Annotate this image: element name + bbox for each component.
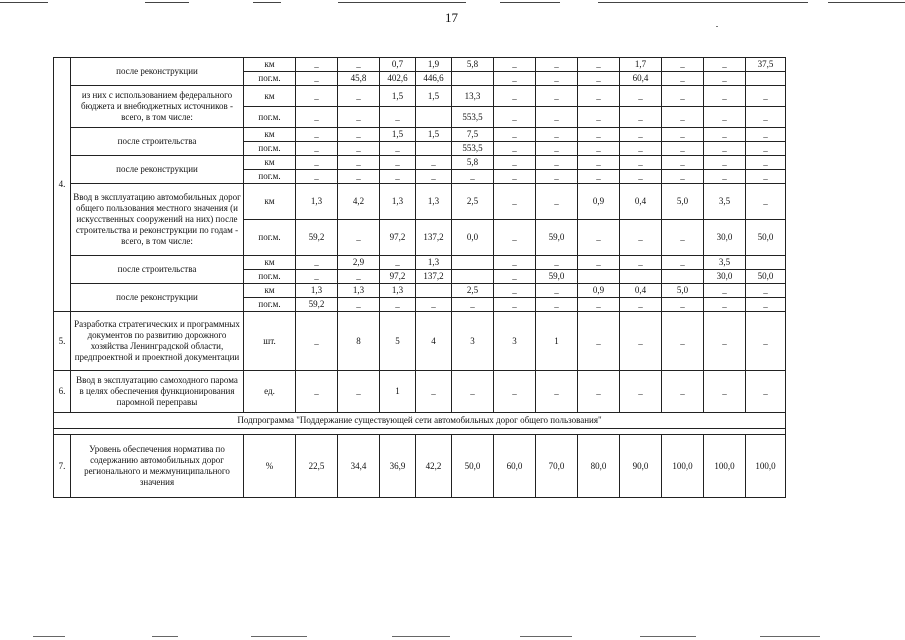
value-cell: 2,9 — [338, 256, 380, 270]
value-cell: _ — [578, 298, 620, 312]
value-cell: 7,5 — [452, 128, 494, 142]
value-cell: _ — [338, 371, 380, 413]
value-cell: _ — [416, 170, 452, 184]
value-cell: 0,9 — [578, 284, 620, 298]
value-cell: _ — [620, 142, 662, 156]
value-cell — [662, 270, 704, 284]
value-cell: 1,5 — [416, 128, 452, 142]
value-cell: _ — [620, 156, 662, 170]
unit-cell: пог.м. — [244, 72, 296, 86]
value-cell: _ — [296, 170, 338, 184]
value-cell: 446,6 — [416, 72, 452, 86]
value-cell: _ — [338, 220, 380, 256]
value-cell — [416, 107, 452, 128]
value-cell: 80,0 — [578, 435, 620, 498]
value-cell: 37,5 — [746, 58, 786, 72]
value-cell: _ — [452, 298, 494, 312]
value-cell: 5 — [380, 312, 416, 371]
value-cell: _ — [416, 156, 452, 170]
value-cell: _ — [536, 58, 578, 72]
table-row — [54, 184, 786, 220]
value-cell: 0,4 — [620, 184, 662, 220]
unit-cell: пог.м. — [244, 270, 296, 284]
value-cell: 3,5 — [704, 184, 746, 220]
value-cell: _ — [578, 72, 620, 86]
value-cell: 553,5 — [452, 142, 494, 156]
page-number: 17 — [445, 10, 458, 25]
value-cell: 2,5 — [452, 284, 494, 298]
value-cell: 70,0 — [536, 435, 578, 498]
indicators-table — [53, 57, 786, 498]
value-cell: 1,3 — [380, 284, 416, 298]
value-cell: 1 — [380, 371, 416, 413]
value-cell: _ — [662, 371, 704, 413]
value-cell: _ — [338, 58, 380, 72]
value-cell: 1,3 — [296, 184, 338, 220]
value-cell: _ — [494, 284, 536, 298]
value-cell: 30,0 — [704, 270, 746, 284]
table-row — [54, 371, 786, 413]
value-cell: _ — [578, 86, 620, 107]
value-cell: _ — [578, 107, 620, 128]
value-cell: 1,3 — [296, 284, 338, 298]
value-cell — [746, 256, 786, 270]
value-cell: 5,8 — [452, 58, 494, 72]
unit-cell: км — [244, 156, 296, 170]
value-cell: 36,9 — [380, 435, 416, 498]
value-cell: _ — [536, 298, 578, 312]
value-cell: _ — [338, 270, 380, 284]
value-cell — [452, 270, 494, 284]
value-cell: _ — [662, 220, 704, 256]
value-cell — [416, 284, 452, 298]
row-label: после строительства — [71, 256, 244, 284]
value-cell: _ — [662, 86, 704, 107]
value-cell: 1,5 — [380, 86, 416, 107]
value-cell: _ — [338, 142, 380, 156]
value-cell: _ — [536, 72, 578, 86]
value-cell: _ — [746, 298, 786, 312]
value-cell: _ — [380, 256, 416, 270]
value-cell: _ — [578, 58, 620, 72]
unit-cell: пог.м. — [244, 220, 296, 256]
value-cell: 60,0 — [494, 435, 536, 498]
value-cell: _ — [620, 256, 662, 270]
row-label: после реконструкции — [71, 58, 244, 86]
value-cell: _ — [578, 142, 620, 156]
unit-cell: пог.м. — [244, 142, 296, 156]
scan-edge-line — [338, 2, 466, 3]
unit-cell: км — [244, 256, 296, 270]
scan-edge-line — [152, 636, 178, 637]
value-cell: 3 — [452, 312, 494, 371]
value-cell: 59,2 — [296, 298, 338, 312]
subprogram-title: Подпрограмма "Поддержание существующей сети автомобильных дорог общего пользования" — [54, 413, 786, 429]
value-cell: 97,2 — [380, 220, 416, 256]
value-cell: _ — [620, 86, 662, 107]
row-label: Разработка стратегических и программных документов по развитию дорожного хозяйства Ленинградской области, предпроектной и проектной документации — [71, 312, 244, 371]
table-row — [54, 413, 786, 429]
value-cell: _ — [662, 256, 704, 270]
value-cell: _ — [662, 156, 704, 170]
table-row — [54, 58, 786, 72]
value-cell: _ — [536, 107, 578, 128]
value-cell: _ — [746, 284, 786, 298]
row-index: 4. — [54, 58, 71, 312]
value-cell: _ — [296, 256, 338, 270]
value-cell: _ — [620, 107, 662, 128]
value-cell: 5,8 — [452, 156, 494, 170]
value-cell: 45,8 — [338, 72, 380, 86]
value-cell: 59,2 — [296, 220, 338, 256]
value-cell: _ — [494, 298, 536, 312]
value-cell: _ — [494, 86, 536, 107]
value-cell: _ — [296, 86, 338, 107]
value-cell: 3,5 — [704, 256, 746, 270]
value-cell: 1 — [536, 312, 578, 371]
unit-cell: ед. — [244, 371, 296, 413]
value-cell: 4,2 — [338, 184, 380, 220]
value-cell: 2,5 — [452, 184, 494, 220]
value-cell: 1,3 — [380, 184, 416, 220]
value-cell: 0,7 — [380, 58, 416, 72]
value-cell: 60,4 — [620, 72, 662, 86]
scan-edge-line — [640, 636, 696, 637]
row-index: 7. — [54, 435, 71, 498]
value-cell: _ — [578, 128, 620, 142]
value-cell: _ — [494, 371, 536, 413]
value-cell: _ — [494, 184, 536, 220]
scan-edge-line — [0, 2, 48, 3]
value-cell: 34,4 — [338, 435, 380, 498]
value-cell: _ — [296, 72, 338, 86]
unit-cell: км — [244, 86, 296, 107]
value-cell: _ — [746, 371, 786, 413]
value-cell — [416, 142, 452, 156]
value-cell: _ — [296, 142, 338, 156]
value-cell: _ — [416, 298, 452, 312]
row-label: из них с использованием федерального бюджета и внебюджетных источников - всего, в том числе: — [71, 86, 244, 128]
value-cell: _ — [662, 128, 704, 142]
row-label: Ввод в эксплуатацию автомобильных дорог общего пользования местного значения (и искусственных сооружений на них) после строительства и реконструкции по годам - всего, в том числе: — [71, 184, 244, 256]
value-cell: _ — [704, 142, 746, 156]
row-label: после реконструкции — [71, 156, 244, 184]
value-cell: 42,2 — [416, 435, 452, 498]
value-cell: _ — [704, 156, 746, 170]
value-cell: _ — [536, 256, 578, 270]
value-cell: _ — [704, 170, 746, 184]
value-cell: 30,0 — [704, 220, 746, 256]
value-cell: _ — [494, 58, 536, 72]
value-cell — [620, 270, 662, 284]
value-cell: 0,9 — [578, 184, 620, 220]
table-row — [54, 156, 786, 170]
value-cell: 553,5 — [452, 107, 494, 128]
value-cell: _ — [338, 107, 380, 128]
value-cell: _ — [494, 156, 536, 170]
value-cell: _ — [494, 72, 536, 86]
value-cell: _ — [494, 220, 536, 256]
value-cell: _ — [620, 170, 662, 184]
value-cell: _ — [338, 170, 380, 184]
value-cell: _ — [338, 86, 380, 107]
value-cell: _ — [536, 86, 578, 107]
value-cell: _ — [662, 170, 704, 184]
value-cell: 13,3 — [452, 86, 494, 107]
unit-cell: пог.м. — [244, 107, 296, 128]
value-cell: _ — [620, 298, 662, 312]
value-cell: _ — [296, 270, 338, 284]
value-cell: 50,0 — [746, 220, 786, 256]
scan-edge-line — [392, 636, 450, 637]
value-cell: _ — [296, 128, 338, 142]
value-cell: _ — [704, 284, 746, 298]
value-cell: _ — [578, 256, 620, 270]
value-cell: _ — [296, 312, 338, 371]
value-cell: _ — [494, 256, 536, 270]
value-cell: _ — [380, 107, 416, 128]
value-cell: _ — [620, 312, 662, 371]
value-cell: _ — [452, 170, 494, 184]
value-cell: _ — [494, 107, 536, 128]
scan-speck — [716, 26, 718, 27]
scan-edge-line — [33, 636, 65, 637]
value-cell: _ — [704, 128, 746, 142]
value-cell: _ — [380, 156, 416, 170]
value-cell: _ — [662, 58, 704, 72]
value-cell: _ — [494, 128, 536, 142]
value-cell: 100,0 — [746, 435, 786, 498]
scan-edge-line — [598, 2, 808, 3]
value-cell — [452, 256, 494, 270]
value-cell: 1,3 — [416, 184, 452, 220]
value-cell: _ — [338, 128, 380, 142]
value-cell: 1,3 — [416, 256, 452, 270]
value-cell: _ — [662, 312, 704, 371]
value-cell: _ — [746, 170, 786, 184]
value-cell: _ — [536, 184, 578, 220]
table-row — [54, 284, 786, 298]
value-cell: 50,0 — [452, 435, 494, 498]
value-cell: 1,3 — [338, 284, 380, 298]
value-cell: _ — [704, 312, 746, 371]
unit-cell: км — [244, 128, 296, 142]
value-cell: _ — [746, 184, 786, 220]
table-row — [54, 435, 786, 498]
value-cell: _ — [536, 156, 578, 170]
value-cell: _ — [662, 72, 704, 86]
value-cell: 137,2 — [416, 220, 452, 256]
value-cell: _ — [380, 170, 416, 184]
value-cell: _ — [338, 156, 380, 170]
scan-edge-line — [828, 2, 905, 3]
value-cell: _ — [578, 156, 620, 170]
value-cell: 90,0 — [620, 435, 662, 498]
value-cell: _ — [704, 298, 746, 312]
value-cell: 59,0 — [536, 270, 578, 284]
value-cell: 3 — [494, 312, 536, 371]
value-cell: _ — [416, 371, 452, 413]
value-cell: _ — [380, 142, 416, 156]
value-cell: _ — [494, 270, 536, 284]
value-cell: _ — [494, 142, 536, 156]
scan-edge-line — [253, 2, 281, 3]
scan-edge-line — [520, 636, 572, 637]
value-cell: 100,0 — [704, 435, 746, 498]
value-cell: 137,2 — [416, 270, 452, 284]
value-cell: _ — [338, 298, 380, 312]
value-cell: _ — [704, 86, 746, 107]
value-cell: _ — [746, 142, 786, 156]
value-cell — [746, 72, 786, 86]
value-cell: 402,6 — [380, 72, 416, 86]
value-cell: _ — [704, 58, 746, 72]
table-row — [54, 128, 786, 142]
value-cell: _ — [452, 371, 494, 413]
unit-cell: км — [244, 184, 296, 220]
value-cell: _ — [578, 170, 620, 184]
row-index: 5. — [54, 312, 71, 371]
value-cell: _ — [662, 142, 704, 156]
value-cell: _ — [620, 220, 662, 256]
row-label: Уровень обеспечения норматива по содержанию автомобильных дорог регионального и межмуниципального значения — [71, 435, 244, 498]
value-cell: _ — [536, 371, 578, 413]
value-cell: _ — [662, 298, 704, 312]
unit-cell: % — [244, 435, 296, 498]
row-label: после реконструкции — [71, 284, 244, 312]
value-cell: _ — [620, 128, 662, 142]
value-cell: _ — [296, 58, 338, 72]
unit-cell: км — [244, 58, 296, 72]
value-cell: 50,0 — [746, 270, 786, 284]
row-label: после строительства — [71, 128, 244, 156]
value-cell: _ — [662, 107, 704, 128]
value-cell: _ — [746, 312, 786, 371]
value-cell: _ — [296, 107, 338, 128]
value-cell: 5,0 — [662, 284, 704, 298]
value-cell: _ — [494, 170, 536, 184]
value-cell: _ — [620, 371, 662, 413]
value-cell: _ — [578, 371, 620, 413]
value-cell: 59,0 — [536, 220, 578, 256]
value-cell: _ — [704, 72, 746, 86]
value-cell: _ — [380, 298, 416, 312]
value-cell — [578, 270, 620, 284]
value-cell: _ — [296, 371, 338, 413]
table-row — [54, 312, 786, 371]
scan-edge-line — [251, 636, 307, 637]
value-cell: _ — [578, 220, 620, 256]
row-label: Ввод в эксплуатацию самоходного парома в целях обеспечения функционирования паромной переправы — [71, 371, 244, 413]
value-cell: 100,0 — [662, 435, 704, 498]
value-cell: _ — [746, 128, 786, 142]
value-cell: _ — [536, 284, 578, 298]
scan-edge-line — [500, 2, 560, 3]
value-cell: _ — [536, 128, 578, 142]
value-cell: 1,9 — [416, 58, 452, 72]
value-cell: _ — [704, 107, 746, 128]
value-cell: 97,2 — [380, 270, 416, 284]
value-cell: _ — [536, 170, 578, 184]
value-cell: 1,5 — [416, 86, 452, 107]
scan-edge-line — [145, 2, 189, 3]
value-cell: 22,5 — [296, 435, 338, 498]
table-row — [54, 256, 786, 270]
value-cell: 5,0 — [662, 184, 704, 220]
value-cell: _ — [746, 86, 786, 107]
table-row — [54, 86, 786, 107]
value-cell: _ — [578, 312, 620, 371]
row-index: 6. — [54, 371, 71, 413]
unit-cell: пог.м. — [244, 170, 296, 184]
value-cell: 8 — [338, 312, 380, 371]
value-cell — [452, 72, 494, 86]
value-cell: _ — [746, 156, 786, 170]
value-cell: 1,5 — [380, 128, 416, 142]
unit-cell: пог.м. — [244, 298, 296, 312]
value-cell: _ — [704, 371, 746, 413]
value-cell: _ — [746, 107, 786, 128]
value-cell: 0,0 — [452, 220, 494, 256]
unit-cell: км — [244, 284, 296, 298]
scan-edge-line — [760, 636, 820, 637]
value-cell: _ — [296, 156, 338, 170]
value-cell: 1,7 — [620, 58, 662, 72]
unit-cell: шт. — [244, 312, 296, 371]
value-cell: 4 — [416, 312, 452, 371]
value-cell: _ — [536, 142, 578, 156]
value-cell: 0,4 — [620, 284, 662, 298]
